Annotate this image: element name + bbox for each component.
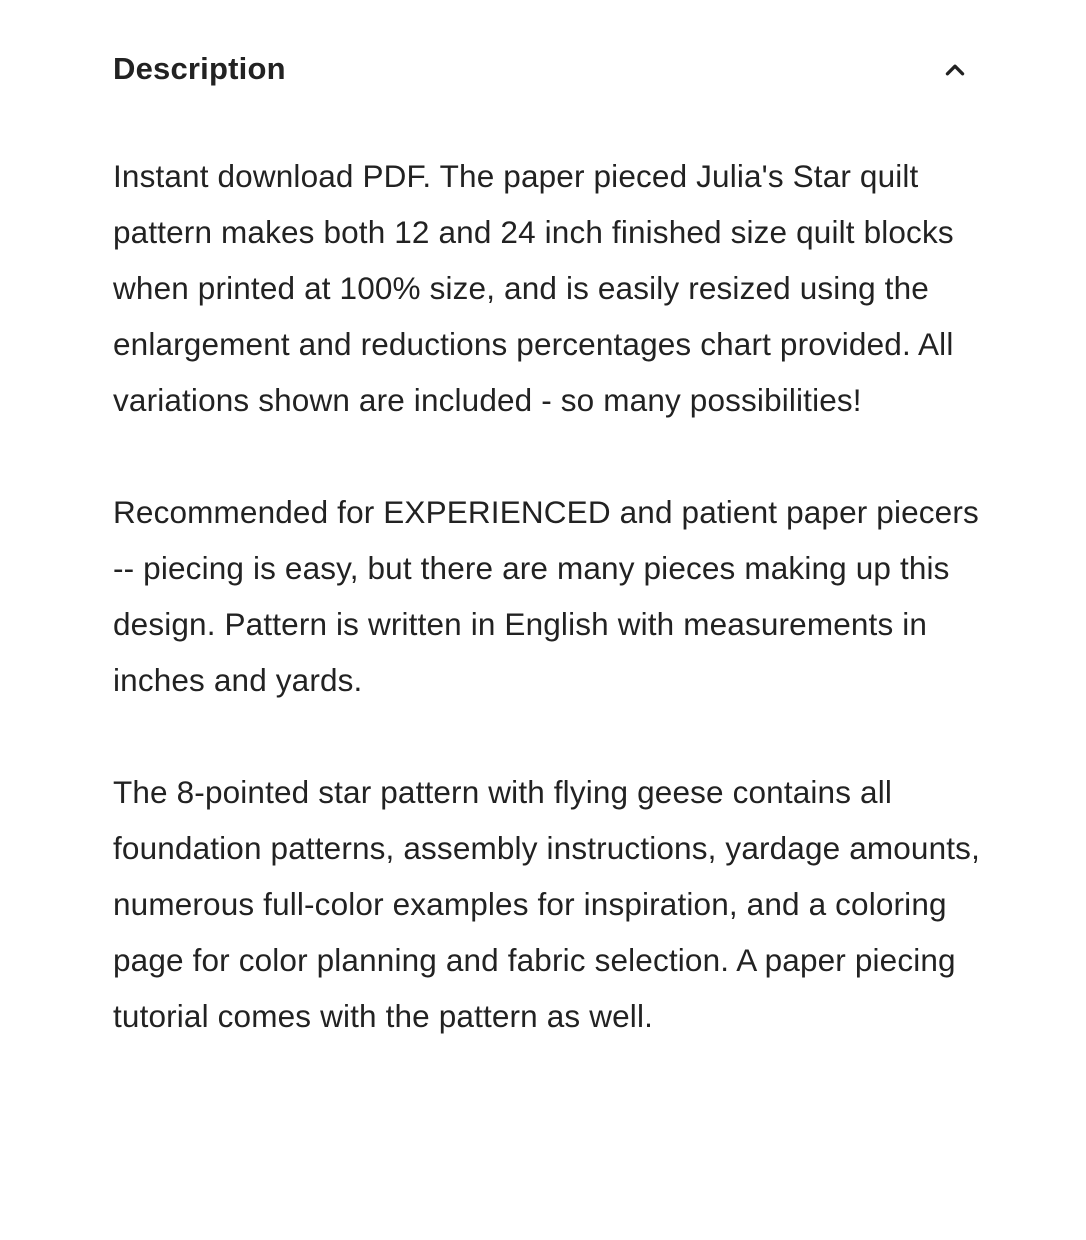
description-header[interactable] [113, 0, 983, 140]
description-paragraph: Instant download PDF. The paper pieced Julia's Star quilt pattern makes both 12 and 24 inch finished size quilt blocks when printed at 100% size, and is easily resized using the enlargement and reductions percentages chart provided. All variations shown are included - so many possibilities! [113, 158, 954, 418]
description-title: Description [113, 51, 286, 86]
chevron-up-icon [942, 57, 968, 83]
collapse-toggle-button[interactable] [935, 52, 975, 88]
description-paragraph: Recommended for EXPERIENCED and patient paper piecers -- piecing is easy, but there are many pieces making up this design. Pattern is written in English with measurements in inches and yards. [113, 494, 979, 698]
description-panel [113, 0, 983, 1044]
description-body [113, 148, 983, 1044]
description-paragraph: The 8-pointed star pattern with flying geese contains all foundation patterns, assembly instructions, yardage amounts, numerous full-color examples for inspiration, and a coloring page for color planning and fabric selection. A paper piecing tutorial comes with the pattern as well. [113, 774, 980, 1034]
